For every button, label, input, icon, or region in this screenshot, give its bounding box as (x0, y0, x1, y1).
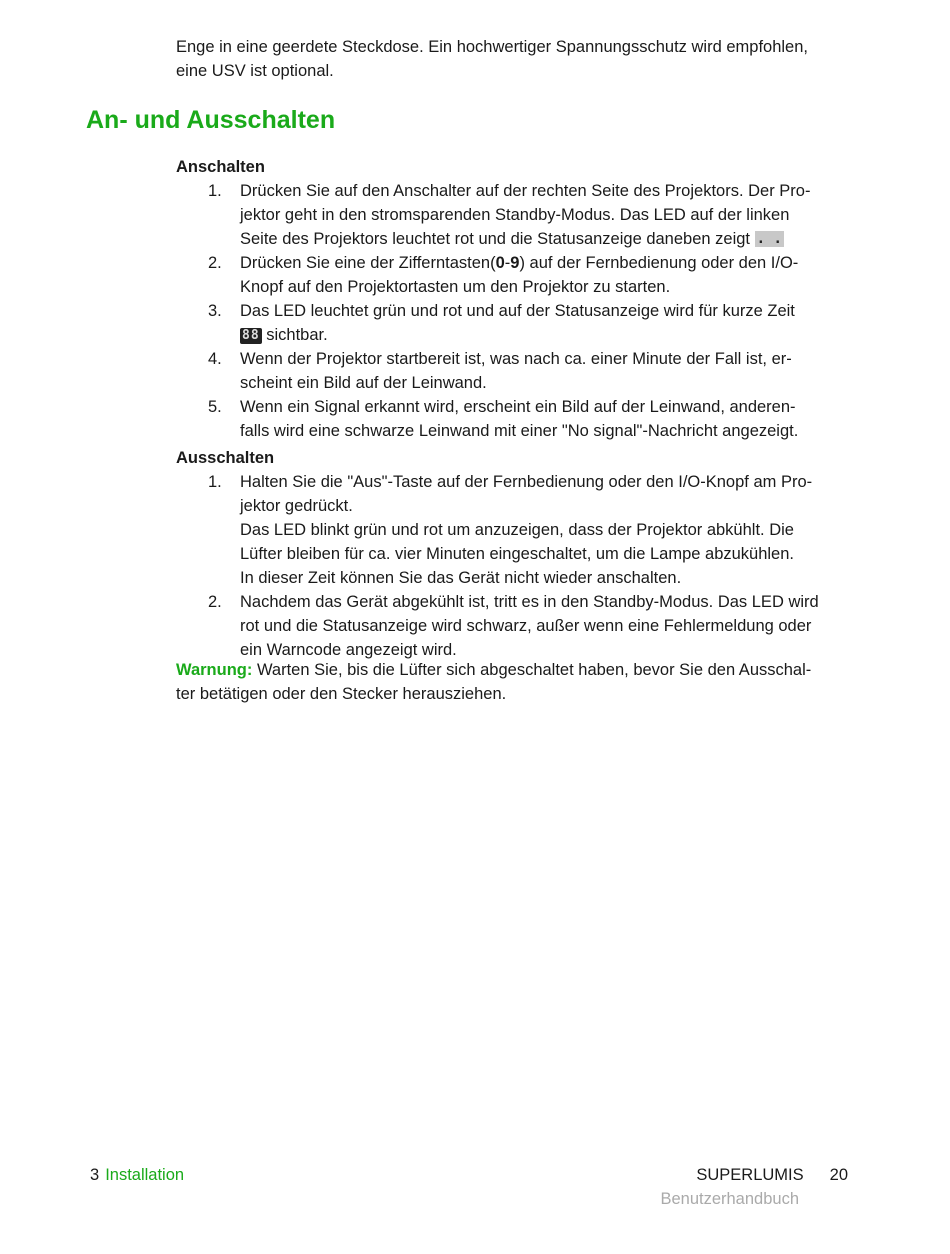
intro-paragraph (176, 35, 866, 83)
subheading-ausschalten: Ausschalten (176, 449, 275, 467)
warning-line: ter betätigen oder den Stecker herausziehen. (176, 685, 507, 703)
footer-subtitle: Benutzerhandbuch (660, 1190, 799, 1208)
list-number: 3. (208, 302, 222, 320)
list-number: 1. (208, 182, 222, 200)
product-name: SUPERLUMIS (696, 1166, 804, 1184)
list-item-line: falls wird eine schwarze Leinwand mit einer "No signal"-Nachricht angezeigt. (240, 422, 799, 440)
list-item (176, 347, 866, 395)
list-item-line (240, 251, 866, 275)
list-item-line: Das LED leuchtet grün und rot und auf der Statusanzeige wird für kurze Zeit (240, 302, 795, 320)
list-item-line: jektor geht in den stromsparenden Standby-Modus. Das LED auf der linken (240, 206, 790, 224)
list-item (176, 395, 866, 443)
intro-line: Enge in eine geerdete Steckdose. Ein hochwertiger Spannungsschutz wird empfohlen, (176, 38, 808, 56)
list-number: 2. (208, 593, 222, 611)
warning-note (176, 658, 866, 706)
list-item-line: Knopf auf den Projektortasten um den Projektor zu starten. (240, 278, 671, 296)
list-item (176, 251, 866, 299)
key-to: 9 (510, 254, 520, 272)
list-item-line: Drücken Sie auf den Anschalter auf der rechten Seite des Projektors. Der Pro- (240, 182, 811, 200)
list-item-line (240, 227, 866, 251)
warning-label: Warnung: (176, 661, 253, 679)
list-item-text: Drücken Sie eine der Zifferntasten( (240, 254, 496, 272)
list-item-line: scheint ein Bild auf der Leinwand. (240, 374, 487, 392)
on-steps-list (176, 179, 866, 443)
section-heading: An- und Ausschalten (86, 106, 336, 134)
status-display-icon: . . (756, 231, 782, 247)
list-number: 1. (208, 473, 222, 491)
list-item-text: ) auf der Fernbedienung oder den I/O- (519, 254, 799, 272)
off-steps-list (176, 470, 866, 662)
list-item (176, 299, 866, 347)
key-dash: - (504, 254, 511, 272)
list-item-text: Seite des Projektors leuchtet rot und die Statusanzeige daneben zeigt (240, 230, 751, 248)
page-number: 20 (829, 1166, 848, 1184)
list-item-line: Lüfter bleiben für ca. vier Minuten eingeschaltet, um die Lampe abzukühlen. (240, 545, 794, 563)
chapter-number: 3 (90, 1166, 100, 1184)
list-item-line: rot und die Statusanzeige wird schwarz, außer wenn eine Fehlermeldung oder (240, 617, 812, 635)
list-item-line: Wenn der Projektor startbereit ist, was nach ca. einer Minute der Fall ist, er- (240, 350, 792, 368)
list-item-line (240, 323, 866, 347)
list-item-line: In dieser Zeit können Sie das Gerät nicht wieder anschalten. (240, 569, 682, 587)
footer-chapter (90, 1163, 184, 1187)
list-item (176, 590, 866, 662)
subheading-anschalten: Anschalten (176, 158, 265, 176)
footer-product (696, 1163, 848, 1187)
status-display-88-icon: 88 (242, 328, 260, 343)
list-item (176, 470, 866, 590)
list-item-line: Halten Sie die "Aus"-Taste auf der Fernbedienung oder den I/O-Knopf am Pro- (240, 473, 813, 491)
list-number: 5. (208, 398, 222, 416)
list-item-text: sichtbar. (266, 326, 328, 344)
chapter-title: Installation (105, 1166, 185, 1184)
list-item-line: Das LED blinkt grün und rot um anzuzeigen, dass der Projektor abkühlt. Die (240, 521, 794, 539)
list-item (176, 179, 866, 251)
list-item-line: Nachdem das Gerät abgekühlt ist, tritt es in den Standby-Modus. Das LED wird (240, 593, 819, 611)
list-item-line: Wenn ein Signal erkannt wird, erscheint ein Bild auf der Leinwand, anderen- (240, 398, 796, 416)
list-item-line: jektor gedrückt. (240, 497, 353, 515)
key-from: 0 (495, 254, 505, 272)
intro-line: eine USV ist optional. (176, 62, 334, 80)
warning-text: Warten Sie, bis die Lüfter sich abgeschaltet haben, bevor Sie den Ausschal- (252, 661, 812, 679)
list-number: 2. (208, 254, 222, 272)
list-item-line: ein Warncode angezeigt wird. (240, 641, 457, 659)
warning-line (176, 658, 866, 682)
list-number: 4. (208, 350, 222, 368)
